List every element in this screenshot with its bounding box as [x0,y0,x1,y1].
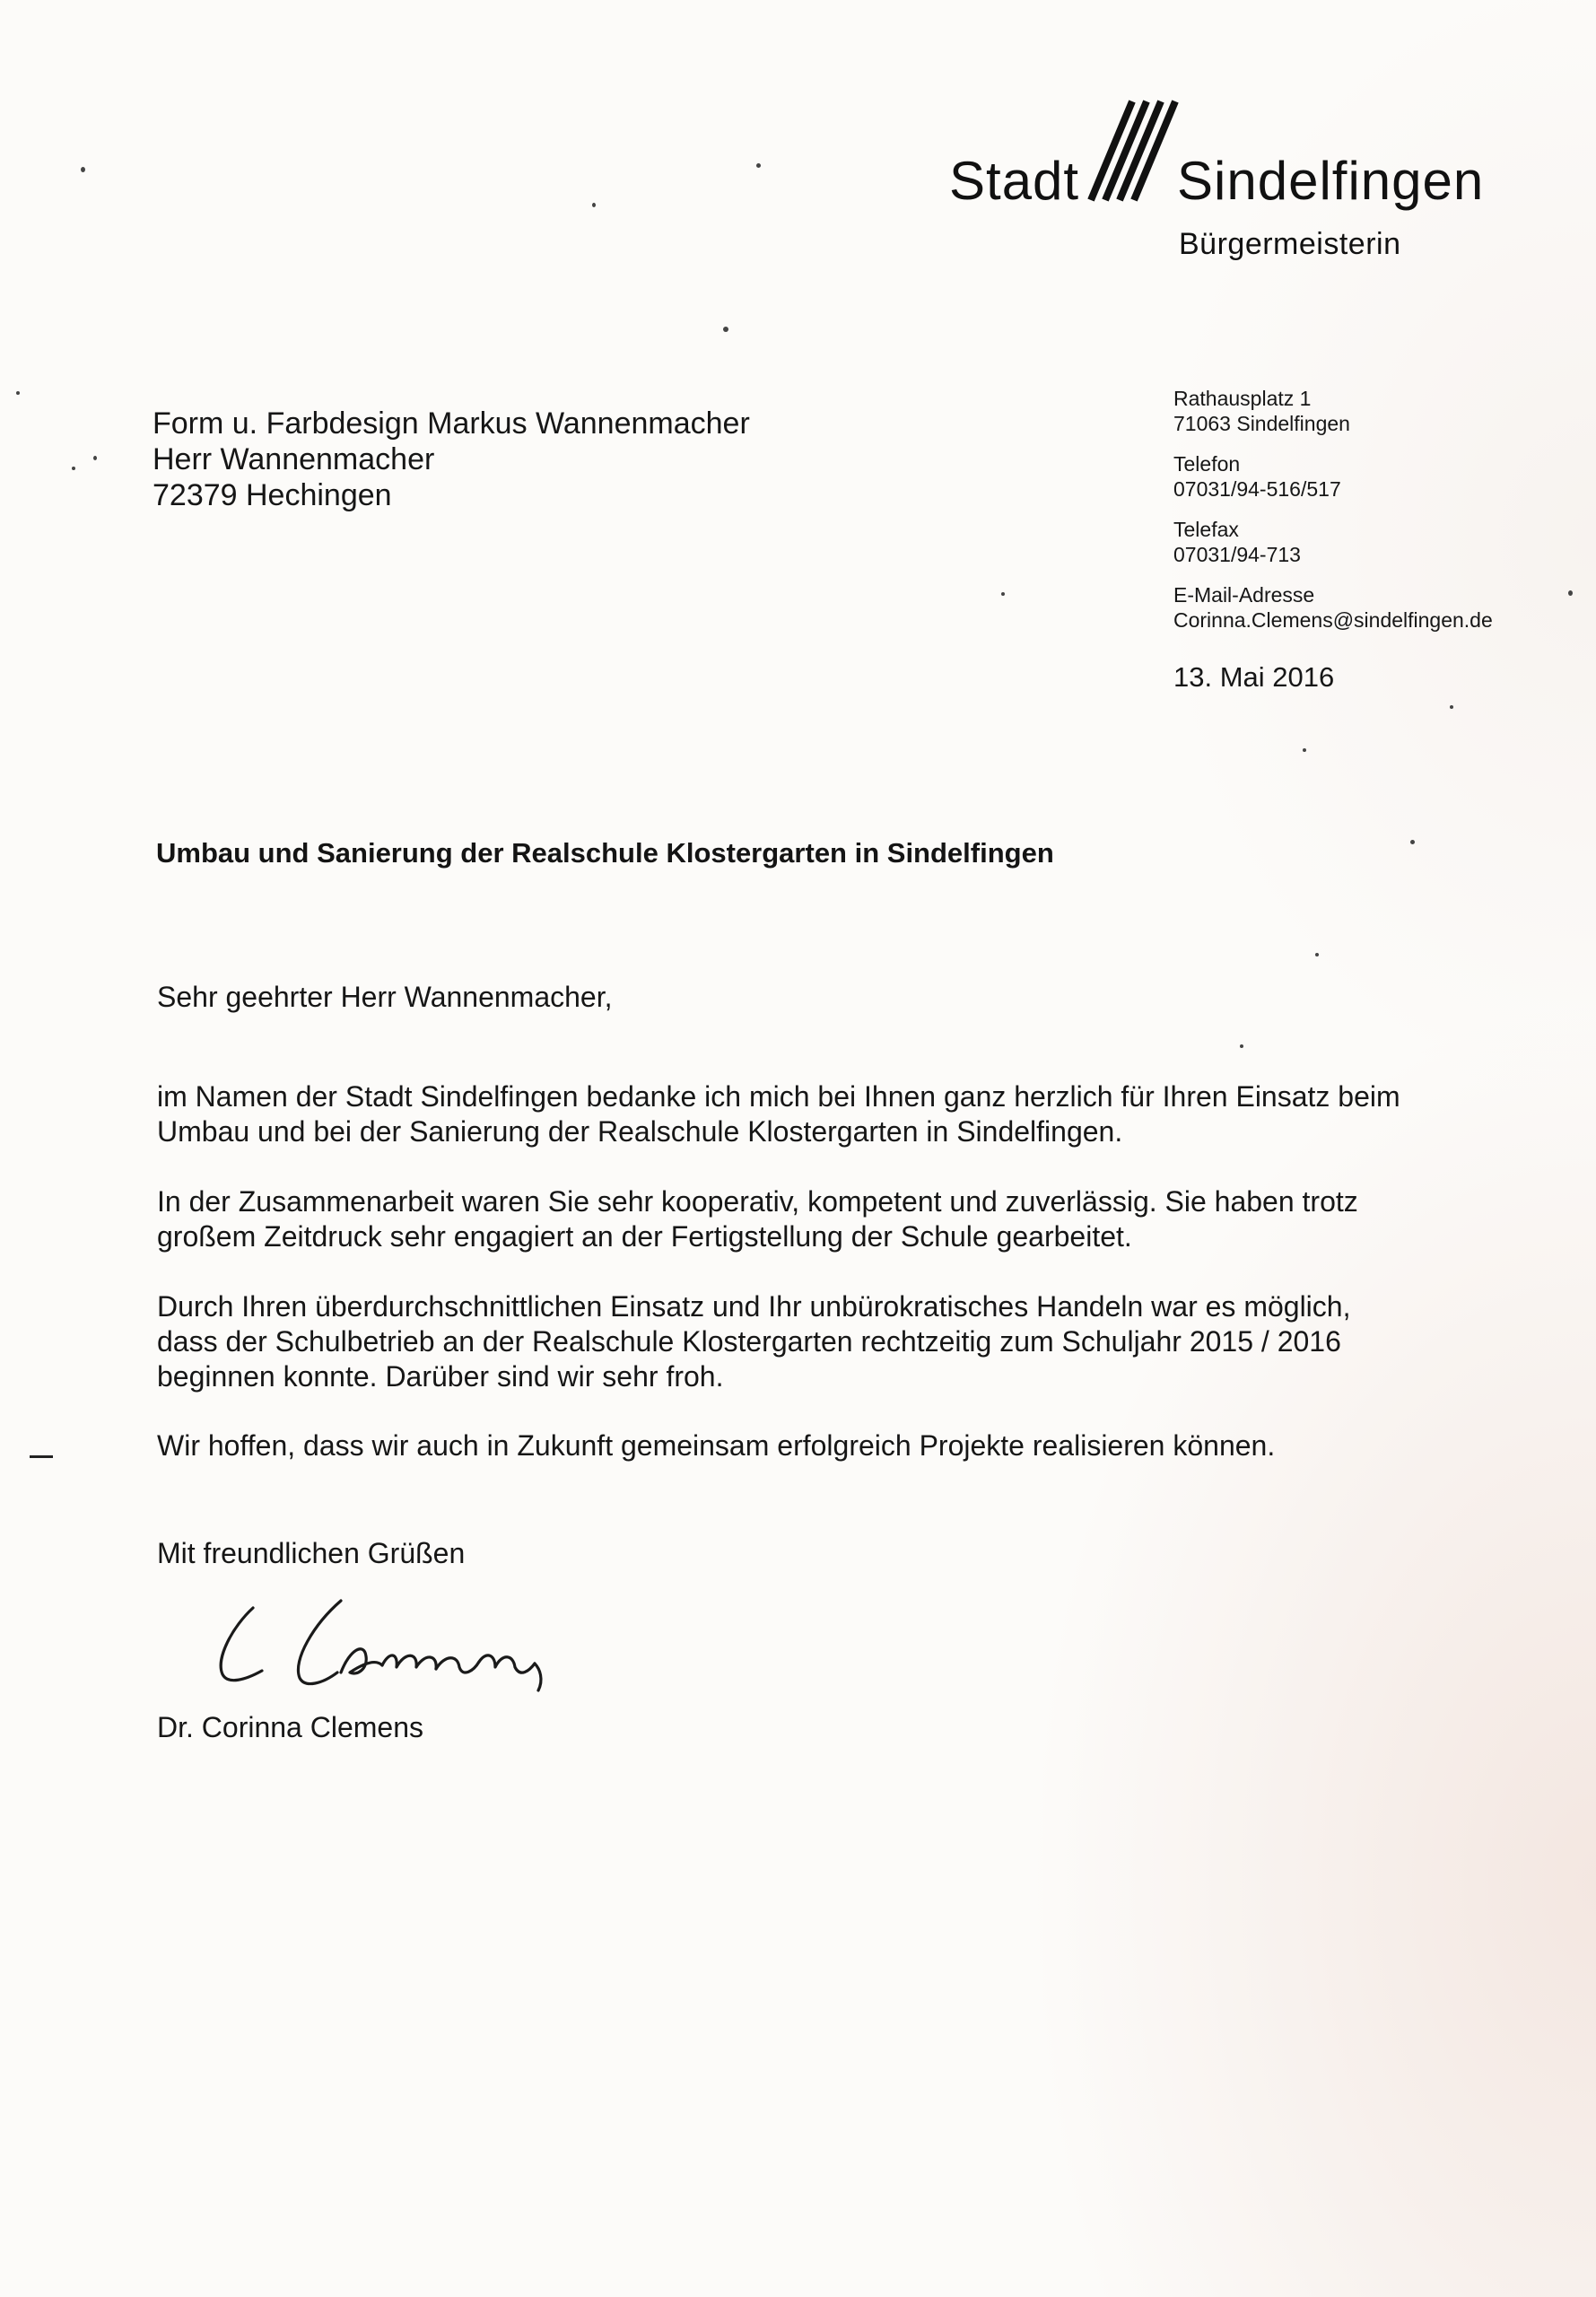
paragraph-line: im Namen der Stadt Sindelfingen bedanke ich mich bei Ihnen ganz herzlich für Ihren Einsatz beim [157,1080,1400,1113]
letter-subject: Umbau und Sanierung der Realschule Klostergarten in Sindelfingen [156,837,1054,869]
scan-speck [1450,705,1453,709]
handwritten-signature [206,1579,619,1696]
sender-info [1173,386,1559,648]
recipient-address [153,406,750,513]
paragraph-line: großem Zeitdruck sehr engagiert an der Fertigstellung der Schule gearbeitet. [157,1220,1132,1253]
stripes-logo-icon [1086,94,1184,220]
email-label: E-Mail-Adresse [1173,583,1315,607]
brand-name-right: Sindelfingen [1177,151,1485,211]
sender-address [1173,386,1559,436]
scan-speck [1410,840,1415,844]
paragraph-line: Umbau und bei der Sanierung der Realschule Klostergarten in Sindelfingen. [157,1115,1123,1148]
letterhead-subtitle: Bürgermeisterin [1179,227,1401,261]
recipient-company: Form u. Farbdesign Markus Wannenmacher [153,406,750,441]
sender-fax [1173,517,1559,567]
phone-label: Telefon [1173,452,1241,476]
signer-name: Dr. Corinna Clemens [157,1711,423,1743]
scan-speck [1303,748,1306,752]
sender-city: 71063 Sindelfingen [1173,412,1350,435]
scan-speck [16,391,20,395]
scan-speck [1568,590,1573,596]
scan-speck [756,163,761,168]
fax-value: 07031/94-713 [1173,543,1301,566]
scan-speck [592,203,596,207]
letter-date: 13. Mai 2016 [1173,661,1335,693]
scan-speck [1240,1044,1243,1048]
paragraph-line: Durch Ihren überdurchschnittlichen Einsatz und Ihr unbürokratisches Handeln war es möglich, [157,1290,1351,1323]
email-value: Corinna.Clemens@sindelfingen.de [1173,608,1493,632]
scan-speck [72,467,75,470]
fax-label: Telefax [1173,518,1239,541]
phone-value: 07031/94-516/517 [1173,477,1341,501]
sender-phone [1173,451,1559,502]
paragraph-3 [157,1289,1503,1394]
scan-speck [1315,953,1319,956]
salutation: Sehr geehrter Herr Wannenmacher, [157,981,613,1013]
paragraph-line: dass der Schulbetrieb an der Realschule Klostergarten rechtzeitig zum Schuljahr 2015 / 2016 [157,1325,1341,1358]
recipient-name: Herr Wannenmacher [153,442,435,476]
paragraph-line: beginnen konnte. Darüber sind wir sehr froh. [157,1360,724,1393]
brand-name-left: Stadt [949,151,1080,211]
scan-speck [1001,592,1005,596]
scan-speck [723,327,728,332]
fold-mark [30,1455,53,1458]
sender-email [1173,582,1559,633]
letterhead [942,94,1516,274]
paragraph-line: Wir hoffen, dass wir auch in Zukunft gemeinsam erfolgreich Projekte realisieren können. [157,1429,1276,1462]
scan-speck [81,167,85,172]
closing-phrase: Mit freundlichen Grüßen [157,1537,466,1569]
recipient-city: 72379 Hechingen [153,478,392,512]
sender-street: Rathausplatz 1 [1173,387,1312,410]
scan-speck [93,456,97,460]
paragraph-2 [157,1184,1503,1254]
paragraph-1 [157,1079,1503,1149]
paragraph-4 [157,1428,1503,1463]
paragraph-line: In der Zusammenarbeit waren Sie sehr kooperativ, kompetent und zuverlässig. Sie haben trotz [157,1185,1358,1218]
